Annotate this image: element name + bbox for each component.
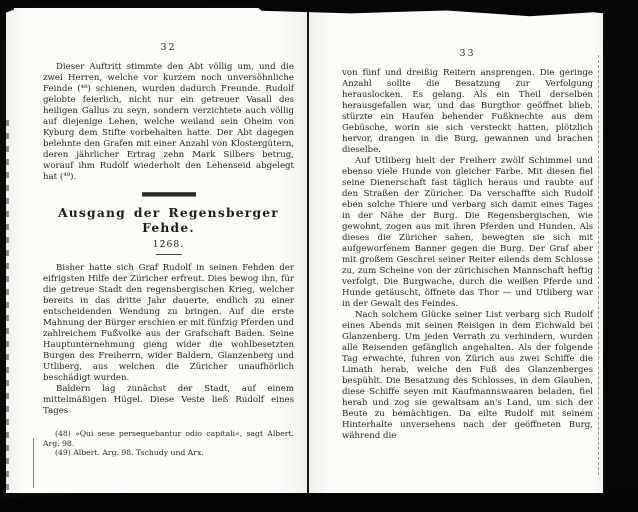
left-continuation-paragraph: Dieser Auftritt stimmte den Abt völlig um, und die zwei Herren, welche vor kurzem noch unversöhnliche Feinde (⁴⁸) schienen, wurden dadurch Freunde. Rudolf gelobte feierlich, nicht nur ein getreuer Vasall des heiligen Gallus zu seyn, sondern verzichtete auch völlig auf diejenige Lehen, welche weiland sein Oheim von Kyburg dem Stifte vorbehalten hatte. Der Abt dagegen belehnte den Grafen mit einer Anzahl von Klostergütern, deren jährlicher Ertrag zehn Mark Silbers betrug, worauf ihm Rudolf wiederholt den Lehenseid abgelegt hat (⁴⁹). [43, 62, 294, 182]
section-heading: Ausgang der Regensberger Fehde. [58, 205, 279, 235]
left-page-number: 32 [160, 42, 177, 53]
left-page [6, 8, 307, 493]
scan-edge-bottom [0, 493, 638, 512]
right-paragraph: Auf Utliberg hielt der Freiherr zwölf Schimmel und ebenso viele Hunde von gleicher Farbe. Mit diesen fiel seine Dienerschaft fast täglich heraus und raubte auf den Straßen der Züricher. Da verschaffte sich Rudolf eben solche Thiere und verbarg sich damit eines Tages in der Nähe der Burg. Die Regensbergischen, wie gewohnt, zogen aus mit ihren Pferden und Hunden. Als dieses die Züricher sahen, bewegten sie sich mit aufgeworfenem Banner gegen die Burg. Der Graf aber mit großem Geschrei seiner Reiter eilends dem Schlosse zu, zum Scheine von der zürichischen Mannschaft heftig verfolgt. Die Burgwache, durch die weißen Pferde und Hunde getäuscht, öffnete das Thor — und Utliberg war in der Gewalt des Feindes. [342, 156, 593, 309]
right-page-edge-line [598, 55, 599, 475]
footnotes-block [43, 429, 294, 458]
section-date: 1268. [152, 239, 185, 250]
footnote: (49) Albert. Arg. 98. Tschudy und Arx. [55, 448, 204, 458]
left-paragraph: Baldern lag zunächst der Stadt, auf einem mittelmäßigen Hügel. Diese Veste ließ Rudolf eines Tages [43, 384, 294, 416]
scan-edge-left-streak [1, 295, 6, 495]
footnote: (48) »Qui sese persequebantur odio capitali«, sagt Albert. Arg. 98. [43, 429, 294, 448]
right-paragraph: Nach solchem Glücke seiner List verbarg sich Rudolf eines Abends mit seinen Reisigen in dem Eichwald bei Glanzenberg. Um jeden Verrath zu verhindern, wurden alle Reisenden gefänglich angehalten. Als der folgende Tag erwachte, fuhren von Zürich aus zwei Schiffe die Limath herab, welche den Fuß des Glanzenberges bespühlt. Die Besatzung des Schlosses, in dem Glauben, diese Schiffe seyen mit Kaufmannswaaren beladen, fiel herab und zog sie gewaltsam an's Land, um sich der Beute zu bemächtigen. Da eilte Rudolf mit seinem Hinterhalte unversehens nach der geöffneten Burg, während die [342, 310, 593, 441]
section-divider-ornament [142, 192, 196, 197]
page-gutter-shadow [307, 12, 309, 489]
right-page [309, 10, 603, 493]
left-paragraph: Bisher hatte sich Graf Rudolf in seinen Fehden der eifrigsten Hilfe der Züricher erfreut. Dies bewog ihn, für die getreue Stadt den regensbergischen Krieg, welcher bereits in das dritte Jahr dauerte, endlich zu einer entscheidenden Wendung zu bringen. Auf die erste Mahnung der Bürger erschien er mit fünfzig Pferden und zahlreichem Fußvolke aus der Grafschaft Baden. Seine Hauptunternehmung gieng wider die wohlbesetzten Burgen des Freiherrn, wider Baldern, Glanzenberg und Utliberg, aus welchen die Züricher unaufhörlich beschädigt wurden. [43, 263, 294, 383]
scan-edge-right [602, 0, 638, 512]
right-page-number: 33 [459, 48, 476, 59]
left-page-crease [33, 438, 34, 488]
right-paragraph: von fünf und dreißig Reitern ansprengen. Die geringe Anzahl sollte die Besatzung zur Verfolgung herauslocken. Es gelang. Als ein Theil derselben herausgefallen war, und das Burgthor geöffnet blieb, stürzte ein Haufen behender Fußknechte aus dem Gebüsche, worin sie sich versteckt hatten, plötzlich hervor, drangen in die Burg, gewannen und brachen dieselbe. [342, 68, 593, 155]
date-rule [156, 254, 182, 255]
